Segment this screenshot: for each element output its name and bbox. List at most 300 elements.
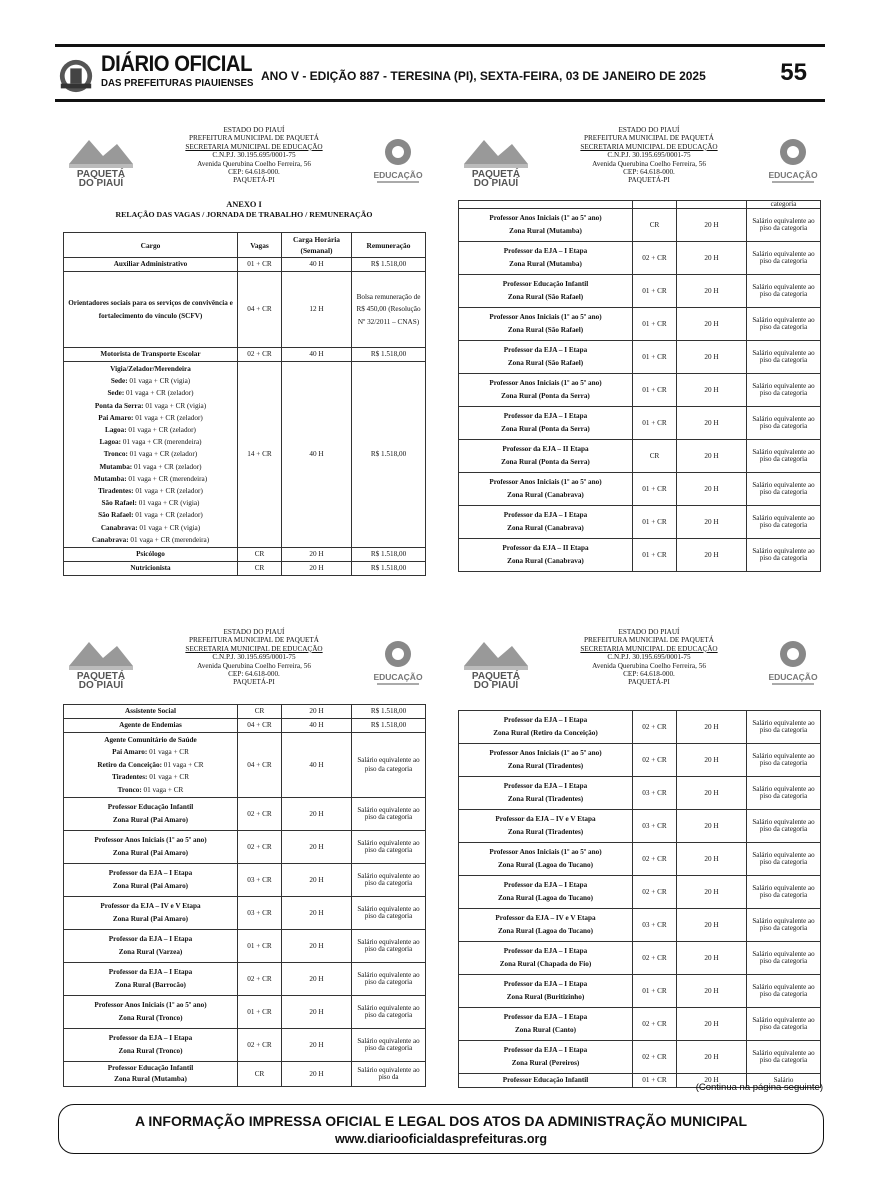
location-line [66, 387, 235, 399]
location-line [66, 746, 235, 758]
table-body [459, 209, 821, 572]
letterhead-line: ESTADO DO PIAUÍ [618, 628, 680, 636]
letterhead-line: C.N.P.J. 30.195.695/0001-75 [607, 151, 691, 160]
cell-remuneracao: Salário equivalente ao piso da categoria [747, 909, 821, 942]
cargo-line: Professor Anos Iniciais (1º ao 5º ano) [489, 313, 602, 322]
svg-text:PAQUETÁ: PAQUETÁ [471, 169, 521, 180]
letterhead-line: CEP: 64.618-000. [228, 168, 280, 177]
vacancy-table-continued [458, 710, 821, 1088]
cell-carga: 20 H [677, 473, 747, 506]
location-detail: 01 vaga + CR (vigia) [143, 401, 207, 410]
letterhead-line: CEP: 64.618-000. [623, 670, 675, 679]
cargo-line: Zona Rural (Ponta da Serra) [501, 392, 590, 401]
cell-vagas: 01 + CR [633, 407, 677, 440]
acs-lines [66, 746, 235, 796]
letterhead-line: Avenida Querubina Coelho Ferreira, 56 [592, 661, 706, 670]
cargo-line: Zona Rural (Pai Amaro) [112, 816, 189, 825]
cell-vagas: 01 + CR [238, 258, 282, 272]
cargo-line: Zona Rural (Pai Amaro) [112, 915, 189, 924]
cell-remuneracao: Salário equivalente ao piso da categoria [352, 930, 426, 963]
cargo-line: Professor da EJA – I Etapa [503, 980, 588, 988]
newspaper-brand [101, 53, 267, 89]
location-line [66, 485, 235, 497]
document-panel-3 [63, 626, 425, 1087]
cargo-line: Professor Educação Infantil [502, 280, 589, 289]
cargo-line: Professor da EJA – IV e V Etapa [100, 902, 201, 911]
table-row [459, 209, 821, 242]
location-detail: 01 vaga + CR (zelador) [124, 389, 194, 398]
cell-cargo [459, 506, 633, 539]
cell-remuneracao: R$ 1.518,00 [352, 258, 426, 272]
table-row [64, 1029, 426, 1062]
cell-cargo [459, 539, 633, 572]
cell-remuneracao: Salário equivalente ao piso da [352, 1062, 426, 1087]
cell-remuneracao: Salário equivalente ao piso da categoria [352, 897, 426, 930]
cell-remuneracao: Salário [747, 1074, 821, 1088]
cell-cargo [64, 930, 238, 963]
cell-carga: 20 H [282, 864, 352, 897]
cell-remuneracao: Salário equivalente ao piso da categoria [747, 744, 821, 777]
cell-remuneracao: R$ 1.518,00 [352, 548, 426, 562]
letterhead [63, 124, 425, 190]
cell-carga: 20 H [282, 562, 352, 576]
location-line [66, 759, 235, 771]
letterhead [458, 124, 820, 190]
education-logo-icon [371, 638, 425, 688]
location-detail: 01 vaga + CR (vigia) [137, 523, 201, 532]
cell-vagas: 02 + CR [238, 831, 282, 864]
letterhead-line: PAQUETÁ-PI [233, 678, 275, 687]
cell-cargo [459, 1041, 633, 1074]
location-line [66, 784, 235, 796]
letterhead-line: Avenida Querubina Coelho Ferreira, 56 [197, 159, 311, 168]
cargo-line: Zona Rural (Retiro da Conceição) [493, 729, 598, 737]
cell-vagas: CR [238, 548, 282, 562]
table-row [459, 876, 821, 909]
cell-carga: 20 H [677, 407, 747, 440]
letterhead-text [538, 628, 760, 687]
table-row [459, 440, 821, 473]
cell-remuneracao: Salário equivalente ao piso da categoria [747, 374, 821, 407]
location-name: Pai Amaro: [98, 413, 134, 422]
cargo-line: Professor da EJA – I Etapa [108, 869, 193, 878]
cell-vagas: 01 + CR [633, 473, 677, 506]
cell-vagas: 03 + CR [633, 777, 677, 810]
cell-cargo [64, 831, 238, 864]
letterhead-text [143, 126, 365, 185]
table-row [459, 275, 821, 308]
cell-cargo: Psicólogo [64, 548, 238, 562]
cell-carga: 20 H [677, 744, 747, 777]
education-logo-icon [371, 136, 425, 186]
table-row [459, 975, 821, 1008]
cell-vagas: 02 + CR [238, 1029, 282, 1062]
cargo-line: Professor da EJA – II Etapa [502, 544, 589, 553]
letterhead-text [143, 628, 365, 687]
location-detail: 01 vaga + CR (vigia) [136, 499, 200, 508]
cell-vagas: 02 + CR [633, 876, 677, 909]
cell-remuneracao: R$ 1.518,00 [352, 562, 426, 576]
cell-carga: 20 H [677, 711, 747, 744]
cell-vagas: 01 + CR [238, 930, 282, 963]
cargo-line: Zona Rural (Buritizinho) [506, 993, 585, 1001]
letterhead-line: PAQUETÁ-PI [628, 176, 670, 185]
cell-cargo [459, 942, 633, 975]
svg-text:DO PIAUÍ: DO PIAUÍ [78, 680, 124, 690]
cell-remuneracao: Salário equivalente ao piso da categoria [747, 876, 821, 909]
letterhead-line: PREFEITURA MUNICIPAL DE PAQUETÁ [584, 134, 714, 143]
table-row [459, 407, 821, 440]
cell-remuneracao: Salário equivalente ao piso da categoria [747, 843, 821, 876]
cell-cargo [459, 777, 633, 810]
cargo-line: Zona Rural (São Rafael) [507, 326, 584, 335]
letterhead-line: SECRETARIA MUNICIPAL DE EDUCAÇÃO [580, 142, 718, 151]
state-coat-of-arms-icon [57, 57, 95, 95]
location-detail: 01 vaga + CR [147, 773, 189, 782]
vacancy-table-continued [63, 704, 426, 1087]
location-name: São Rafael: [98, 511, 134, 520]
cell-cargo: Assistente Social [64, 705, 238, 719]
cell-vagas: 14 + CR [238, 362, 282, 548]
cell-carga: 20 H [282, 963, 352, 996]
cell-vagas: CR [633, 440, 677, 473]
education-logo-icon [766, 136, 820, 186]
table-row [64, 258, 426, 272]
svg-text:DO PIAUÍ: DO PIAUÍ [473, 178, 519, 188]
document-panel-4 [458, 626, 820, 1088]
cell-vagas: 02 + CR [633, 711, 677, 744]
cell-cargo-acs [64, 733, 238, 798]
cell-remuneracao: Salário equivalente ao piso da categoria [747, 810, 821, 843]
cell-remuneracao: Salário equivalente ao piso da categoria [747, 473, 821, 506]
cargo-line: Zona Rural (Ponta da Serra) [501, 425, 590, 434]
cargo-line: Zona Rural (Tiradentes) [507, 828, 584, 836]
cell-carga: 20 H [282, 996, 352, 1029]
cell-carga: 20 H [677, 242, 747, 275]
letterhead-line: SECRETARIA MUNICIPAL DE EDUCAÇÃO [185, 644, 323, 653]
cell-vagas: 03 + CR [633, 909, 677, 942]
cell-cargo: Orientadores sociais para os serviços de convivência e fortalecimento do vínculo (SCFV) [64, 272, 238, 348]
table-row [459, 744, 821, 777]
cargo-line: Professor da EJA – I Etapa [108, 935, 193, 944]
cargo-line: Zona Rural (Canabrava) [507, 524, 584, 533]
location-line [66, 448, 235, 460]
brand-title: DIÁRIO OFICIAL [101, 51, 252, 76]
cell-cargo: Agente de Endemias [64, 719, 238, 733]
table-row [459, 473, 821, 506]
cell-remuneracao: Salário equivalente ao piso da categoria [352, 963, 426, 996]
cargo-line: Zona Rural (Mutamba) [509, 260, 582, 269]
location-name: Ponta da Serra: [94, 401, 144, 410]
cell-remuneracao: Salário equivalente ao piso da categoria [747, 506, 821, 539]
paqueta-logo-icon [65, 134, 137, 188]
vigia-lines [66, 375, 235, 546]
cell-cargo [459, 275, 633, 308]
vigia-title: Vigia/Zelador/Merendeira [110, 365, 191, 373]
cell-cargo [64, 1029, 238, 1062]
cargo-line: Zona Rural (São Rafael) [507, 359, 584, 368]
cell-vagas: 03 + CR [238, 897, 282, 930]
cell-carga: 20 H [677, 539, 747, 572]
cell-cargo: Professor Educação Infantil [459, 1074, 633, 1088]
cell-vagas: 01 + CR [633, 275, 677, 308]
location-name: Tiradentes: [98, 487, 134, 496]
cargo-line: Zona Rural (Tronco) [118, 1047, 183, 1056]
letterhead-line: PREFEITURA MUNICIPAL DE PAQUETÁ [584, 636, 714, 645]
cell-carga: 20 H [677, 975, 747, 1008]
location-name: Sede: [110, 377, 128, 386]
cargo-line: Professor da EJA – I Etapa [108, 1034, 193, 1043]
location-name: Tronco: [117, 785, 142, 794]
cell-cargo [64, 996, 238, 1029]
table-row [459, 1008, 821, 1041]
cell-vagas: 01 + CR [633, 539, 677, 572]
cargo-line: Zona Rural (Canabrava) [507, 491, 584, 500]
header-vagas: Vagas [238, 233, 282, 258]
cargo-line: Professor Anos Iniciais (1º ao 5º ano) [489, 214, 602, 223]
location-detail: 01 vaga + CR (merendeira) [121, 438, 202, 447]
cell-vagas: 02 + CR [633, 1041, 677, 1074]
cell-remuneracao: Salário equivalente ao piso da categoria [747, 407, 821, 440]
cell-cargo [459, 440, 633, 473]
table-row [64, 719, 426, 733]
cell-carga: 12 H [282, 272, 352, 348]
table-row [64, 963, 426, 996]
location-name: Lagoa: [105, 426, 127, 435]
paqueta-logo-icon [460, 636, 532, 690]
table-row [459, 506, 821, 539]
cell-cargo [64, 864, 238, 897]
location-name: Canabrava: [91, 535, 129, 544]
table-row [64, 996, 426, 1029]
table-row [459, 810, 821, 843]
letterhead-line: PAQUETÁ-PI [233, 176, 275, 185]
cell-carga: 20 H [677, 374, 747, 407]
cargo-line: Professor da EJA – IV e V Etapa [495, 815, 596, 823]
cell-vagas: 01 + CR [633, 975, 677, 1008]
location-detail: 01 vaga + CR (zelador) [133, 511, 203, 520]
cell-carga: 20 H [677, 777, 747, 810]
cell-remuneracao: Salário equivalente ao piso da categoria [747, 942, 821, 975]
letterhead-text [538, 126, 760, 185]
cell-remuneracao: Salário equivalente ao piso da categoria [352, 864, 426, 897]
cell-carga: 20 H [677, 440, 747, 473]
cell-carga: 20 H [677, 341, 747, 374]
table-header-row [64, 233, 426, 258]
cargo-line: Professor da EJA – I Etapa [108, 968, 193, 977]
letterhead-line: SECRETARIA MUNICIPAL DE EDUCAÇÃO [185, 142, 323, 151]
cell-cargo [459, 201, 633, 209]
location-line [66, 497, 235, 509]
paqueta-logo-icon [460, 134, 532, 188]
cell-remuneracao: Salário equivalente ao piso da categoria [747, 308, 821, 341]
cell-remuneracao: R$ 1.518,00 [352, 348, 426, 362]
cell-cargo [459, 810, 633, 843]
location-line [66, 461, 235, 473]
location-name: São Rafael: [101, 499, 137, 508]
cell-carga: 20 H [677, 1041, 747, 1074]
cargo-line: Professor da EJA – I Etapa [503, 247, 588, 256]
cargo-line: Professor da EJA – I Etapa [503, 1046, 588, 1054]
letterhead-line: ESTADO DO PIAUÍ [618, 126, 680, 134]
cell-remuneracao: categoria [747, 201, 821, 209]
location-line [66, 436, 235, 448]
paqueta-logo-icon [65, 636, 137, 690]
table-row [459, 1041, 821, 1074]
cargo-line: Zona Rural (Tiradentes) [507, 795, 584, 803]
table-row [459, 341, 821, 374]
svg-text:DO PIAUÍ: DO PIAUÍ [473, 680, 519, 690]
location-name: Lagoa: [99, 438, 122, 447]
cargo-line: Professor Anos Iniciais (1º ao 5º ano) [489, 749, 602, 757]
table-row [64, 1062, 426, 1087]
table-row [459, 201, 821, 209]
location-name: Mutamba: [93, 474, 127, 483]
location-line [66, 412, 235, 424]
header-cargo: Cargo [64, 233, 238, 258]
cell-remuneracao: Salário equivalente ao piso da categoria [352, 798, 426, 831]
cell-vagas: 02 + CR [633, 942, 677, 975]
cargo-line: Professor da EJA – I Etapa [503, 881, 588, 889]
cargo-line: Professor da EJA – I Etapa [503, 1013, 588, 1021]
cell-cargo [64, 897, 238, 930]
cell-vagas: 01 + CR [633, 341, 677, 374]
letterhead-line: ESTADO DO PIAUÍ [223, 628, 285, 636]
table-row [64, 864, 426, 897]
table-row [64, 897, 426, 930]
letterhead [63, 626, 425, 692]
table-row [64, 705, 426, 719]
cargo-line: Professor Anos Iniciais (1º ao 5º ano) [94, 1001, 207, 1010]
cell-vagas: CR [238, 1062, 282, 1087]
cell-remuneracao: Salário equivalente ao piso da categoria [747, 242, 821, 275]
cell-carga: 20 H [282, 1062, 352, 1087]
cell-carga: 20 H [282, 831, 352, 864]
letterhead-line: Avenida Querubina Coelho Ferreira, 56 [197, 661, 311, 670]
location-name: Canabrava: [100, 523, 138, 532]
location-detail: 01 vaga + CR (zelador) [133, 413, 203, 422]
cell-remuneracao: R$ 1.518,00 [352, 719, 426, 733]
cell-carga: 20 H [677, 209, 747, 242]
document-panel-2 [458, 124, 820, 572]
location-line [66, 771, 235, 783]
cell-carga: 20 H [282, 897, 352, 930]
cargo-line: Zona Rural (São Rafael) [507, 293, 584, 302]
cell-carga: 40 H [282, 258, 352, 272]
svg-text:EDUCAÇÃO: EDUCAÇÃO [373, 170, 423, 180]
footer-website: www.diariooficialdasprefeituras.org [334, 1132, 548, 1146]
cargo-line: Zona Rural (Varzea) [118, 948, 183, 957]
cell-vagas: 03 + CR [238, 864, 282, 897]
cargo-line: Zona Rural (Lagoa do Tucano) [497, 927, 594, 935]
cargo-line: Zona Rural (Tiradentes) [507, 762, 584, 770]
cargo-line: Zona Rural (Chapada do Fio) [499, 960, 592, 968]
cargo-line: Zona Rural (Mutamba) [509, 227, 582, 236]
cell-vagas: 02 + CR [633, 1008, 677, 1041]
cell-cargo [459, 843, 633, 876]
table-row [64, 831, 426, 864]
svg-text:EDUCAÇÃO: EDUCAÇÃO [768, 672, 818, 682]
cell-remuneracao: Salário equivalente ao piso da categoria [747, 341, 821, 374]
table-row [459, 374, 821, 407]
table-row [459, 242, 821, 275]
cargo-line: Professor Anos Iniciais (1º ao 5º ano) [489, 478, 602, 487]
page-number: 55 [780, 59, 807, 86]
cell-remuneracao: Salário equivalente ao piso da categoria [352, 831, 426, 864]
cargo-line: Professor da EJA – I Etapa [503, 716, 588, 724]
cell-remuneracao: Salário equivalente ao piso da categoria [747, 711, 821, 744]
cargo-line: Professor da EJA – I Etapa [503, 947, 588, 955]
cell-carga: 20 H [677, 810, 747, 843]
cell-vagas: 02 + CR [238, 348, 282, 362]
cargo-line: Professor da EJA – I Etapa [503, 511, 588, 520]
cell-carga: 20 H [282, 798, 352, 831]
cell-cargo: Nutricionista [64, 562, 238, 576]
cell-remuneracao: Salário equivalente ao piso da categoria [747, 209, 821, 242]
table-row [64, 548, 426, 562]
svg-text:PAQUETÁ: PAQUETÁ [76, 169, 126, 180]
cell-cargo [64, 1062, 238, 1087]
cargo-line: Professor da EJA – I Etapa [503, 412, 588, 421]
letterhead-line: Avenida Querubina Coelho Ferreira, 56 [592, 159, 706, 168]
cell-remuneracao: Salário equivalente ao piso da categoria [747, 777, 821, 810]
svg-text:DO PIAUÍ: DO PIAUÍ [78, 178, 124, 188]
cell-remuneracao: Salário equivalente ao piso da categoria [747, 1041, 821, 1074]
location-detail: 01 vaga + CR (zelador) [126, 426, 196, 435]
svg-text:EDUCAÇÃO: EDUCAÇÃO [768, 170, 818, 180]
vacancy-table [63, 232, 426, 576]
cell-cargo [459, 975, 633, 1008]
location-detail: 01 vaga + CR [147, 748, 189, 757]
cell-carga: 40 H [282, 348, 352, 362]
cell-vagas: 02 + CR [238, 963, 282, 996]
table-row [459, 777, 821, 810]
cell-remuneracao: Salário equivalente ao piso da categoria [352, 733, 426, 798]
cargo-line: Professor da EJA – I Etapa [503, 782, 588, 790]
location-name: Mutamba: [99, 462, 133, 471]
cell-remuneracao: Bolsa remuneração de R$ 450,00 (Resolução Nº 32/2011 – CNAS) [352, 272, 426, 348]
location-line [66, 375, 235, 387]
location-line [66, 400, 235, 412]
document-panel-1 [63, 124, 425, 576]
cell-vagas: 03 + CR [633, 810, 677, 843]
cell-carga: 20 H [282, 705, 352, 719]
letterhead-line: C.N.P.J. 30.195.695/0001-75 [607, 653, 691, 662]
letterhead-line: ESTADO DO PIAUÍ [223, 126, 285, 134]
cell-cargo-vigia [64, 362, 238, 548]
svg-text:PAQUETÁ: PAQUETÁ [76, 671, 126, 682]
footer-banner [58, 1104, 824, 1154]
table-row [64, 562, 426, 576]
cell-cargo [459, 209, 633, 242]
cargo-line: Professor da EJA – IV e V Etapa [495, 914, 596, 922]
cell-carga: 20 H [677, 1008, 747, 1041]
edition-info: ANO V - EDIÇÃO 887 - TERESINA (PI), SEXTA-FEIRA, 03 DE JANEIRO DE 2025 [261, 69, 706, 83]
letterhead-line: PREFEITURA MUNICIPAL DE PAQUETÁ [189, 134, 319, 143]
table-row [64, 272, 426, 348]
cell-cargo [64, 798, 238, 831]
education-logo-icon [766, 638, 820, 688]
annex-title: ANEXO I [226, 200, 262, 209]
table-row [64, 348, 426, 362]
cell-vagas: 01 + CR [238, 996, 282, 1029]
cell-vagas: 04 + CR [238, 719, 282, 733]
cell-cargo [459, 308, 633, 341]
table-row [64, 798, 426, 831]
cell-cargo [459, 744, 633, 777]
cell-remuneracao: R$ 1.518,00 [352, 362, 426, 548]
table-row [64, 930, 426, 963]
